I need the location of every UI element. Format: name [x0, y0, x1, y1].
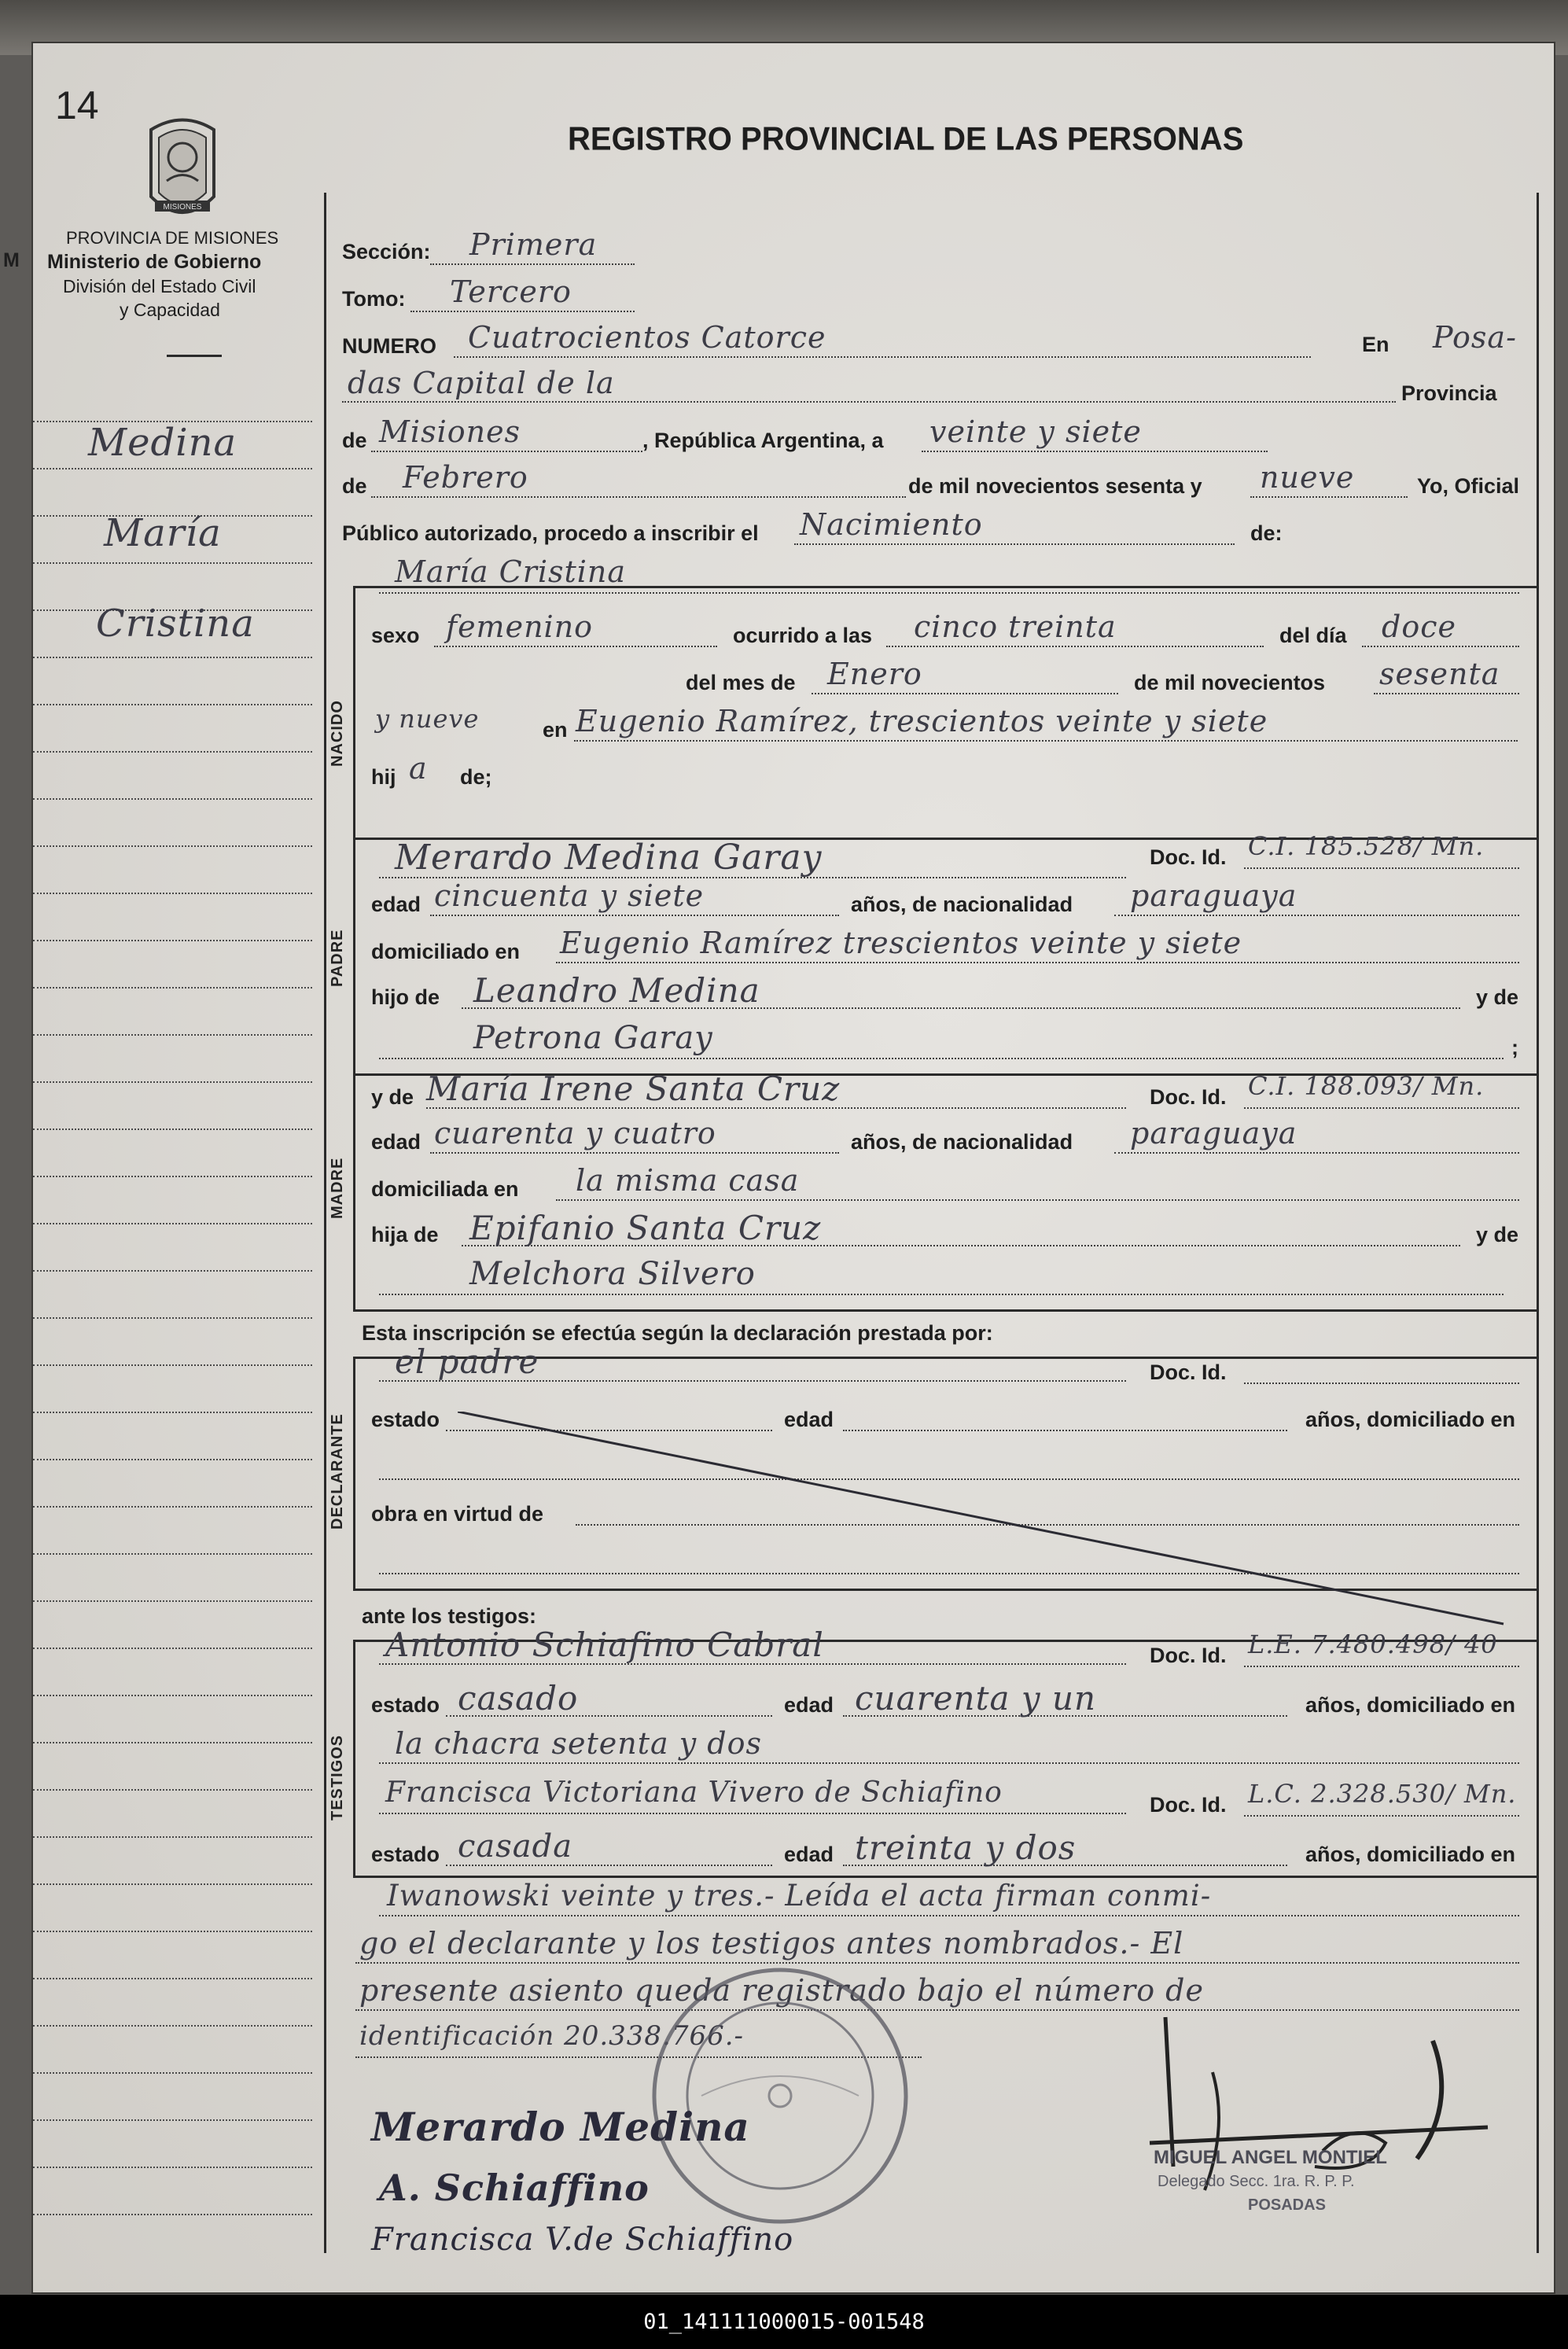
testigos-bottom-line [353, 1876, 1537, 1878]
numero-line [454, 356, 1311, 358]
label-semicolon: ; [1511, 1036, 1518, 1059]
stamp-city: POSADAS [1248, 2196, 1326, 2214]
value-padre-hijo-de: Leandro Medina [473, 971, 760, 1010]
value-madre-hija-de: Epifanio Santa Cruz [469, 1209, 822, 1247]
padre-nac-line [1114, 915, 1519, 916]
main-left-border [324, 193, 326, 2253]
testigo1-doc-line [1244, 1666, 1519, 1667]
testigo2-doc-line [1244, 1815, 1519, 1817]
province-name: PROVINCIA DE MISIONES [66, 228, 279, 248]
mes-line [812, 693, 1118, 694]
value-madre-edad: cuarenta y cuatro [434, 1116, 716, 1151]
label-madre-y-de: y de [371, 1085, 414, 1109]
fecha-mes-line [371, 496, 906, 498]
label-declarante-edad: edad [784, 1408, 834, 1431]
label-ante-testigos: ante los testigos: [362, 1604, 537, 1628]
provincia-line [371, 451, 642, 452]
registry-page [3, 43, 1554, 2292]
value-declarante: el padre [395, 1342, 539, 1381]
signature-testigo1: A. Schiaffino [379, 2167, 650, 2209]
value-testigo1-edad: cuarenta y un [855, 1679, 1097, 1718]
hora-line [886, 646, 1264, 647]
label-de-semicolon: de; [460, 765, 492, 789]
lugar-line [342, 401, 1396, 403]
madre-dom-line [556, 1199, 1519, 1201]
seccion-line [430, 263, 635, 265]
value-provincia: Misiones [379, 414, 521, 449]
value-nombre: María Cristina [395, 554, 627, 589]
label-padre-nac: años, de nacionalidad [851, 893, 1073, 916]
testigos-bracket [353, 1640, 355, 1876]
padre-edad-line [430, 915, 839, 916]
madre-bottom-line [353, 1309, 1537, 1312]
label-padre-hijo: hijo de [371, 985, 440, 1009]
label-seccion: Sección: [342, 240, 431, 263]
provincial-seal-icon [135, 110, 230, 236]
value-fecha-dia: veinte y siete [929, 414, 1142, 449]
stamp-title: Delegado Secc. 1ra. R. P. P. [1158, 2173, 1355, 2190]
sexo-line [434, 646, 717, 647]
padre-y-de-line [379, 1058, 1504, 1059]
signature-declarante: Merardo Medina [371, 2104, 750, 2150]
value-anio-nac-2: y nueve [375, 704, 480, 734]
value-acto: Nacimiento [800, 507, 983, 542]
section-declarante: DECLARANTE [329, 1413, 346, 1530]
label-padre-dom: domiciliado en [371, 940, 521, 963]
label-declarante-anos: años, domiciliado en [1305, 1408, 1516, 1431]
label-del-dia: del día [1279, 624, 1347, 647]
margin-firstname: María [104, 511, 222, 555]
label-de-1: de [342, 429, 367, 452]
value-testigo2-estado: casada [458, 1828, 573, 1865]
value-madre-dom: la misma casa [576, 1163, 800, 1198]
official-round-stamp [646, 1962, 914, 2229]
edge-letter: M [3, 249, 20, 271]
label-testigo1-doc: Doc. Id. [1150, 1644, 1227, 1667]
label-testigo2-anos: años, domiciliado en [1305, 1843, 1516, 1866]
label-publico: Público autorizado, procedo a inscribir el [342, 521, 759, 545]
value-testigo2-doc: L.C. 2.328.530/ Mn. [1248, 1779, 1517, 1809]
label-madre-dom: domiciliada en [371, 1177, 519, 1201]
value-mes: Enero [827, 657, 922, 691]
label-declarante-doc: Doc. Id. [1150, 1360, 1227, 1384]
ministry-name: Ministerio de Gobierno [47, 251, 262, 273]
margin-surname: Medina [88, 421, 237, 465]
label-testigo2-estado: estado [371, 1843, 440, 1866]
value-tomo: Tercero [450, 274, 572, 309]
value-en: Posa- [1433, 320, 1517, 355]
value-testigo1: Antonio Schiafino Cabral [385, 1626, 824, 1664]
label-declarante-estado: estado [371, 1408, 440, 1431]
value-testigo2-edad: treinta y dos [855, 1828, 1077, 1867]
padre-doc-line [1244, 867, 1519, 869]
label-padre-y-de: y de [1476, 985, 1519, 1009]
value-sexo: femenino [446, 609, 594, 644]
acto-line [794, 543, 1235, 545]
value-padre-dom: Eugenio Ramírez trescientos veinte y siete [560, 926, 1242, 960]
main-right-border [1537, 193, 1539, 2253]
page-number: 14 [55, 83, 99, 127]
label-provincia: Provincia [1401, 381, 1497, 405]
label-numero: NUMERO [342, 334, 436, 358]
value-lugar-nac: Eugenio Ramírez, trescientos veinte y siete [576, 704, 1268, 738]
value-madre-y-de: Melchora Silvero [469, 1256, 756, 1292]
label-testigo1-anos: años, domiciliado en [1305, 1693, 1516, 1717]
label-de-2: de [342, 474, 367, 498]
padre-bracket [353, 838, 355, 1073]
value-padre-nac: paraguaya [1130, 878, 1297, 913]
label-padre-doc: Doc. Id. [1150, 845, 1227, 869]
value-madre-nac: paraguaya [1130, 1116, 1297, 1151]
value-padre-edad: cincuenta y siete [434, 878, 705, 913]
value-hora: cinco treinta [914, 609, 1117, 644]
declarante-doc-line [1244, 1383, 1519, 1384]
capacity-name: y Capacidad [120, 300, 220, 320]
label-sexo: sexo [371, 624, 420, 647]
cierre-line-1 [355, 1962, 1519, 1964]
fecha-dia-line [922, 451, 1268, 452]
division-name: División del Estado Civil [63, 276, 256, 296]
value-cierre-3: identificación 20.338.766.- [359, 2020, 745, 2052]
value-testigo1-doc: L.E. 7.480.498/ 40 [1248, 1629, 1498, 1659]
label-declaracion: Esta inscripción se efectúa según la declaración prestada por: [362, 1321, 993, 1345]
anio-line [1250, 496, 1408, 498]
label-del-mes: del mes de [686, 671, 796, 694]
anio-nac-line-1 [1374, 693, 1519, 694]
madre-bracket [353, 1073, 355, 1309]
tomo-line [410, 311, 635, 312]
testigo1-dom-line [379, 1762, 1519, 1764]
label-de-mil: de mil novecientos sesenta y [908, 474, 1202, 498]
madre-edad-line [430, 1152, 839, 1154]
testigo2-dom-line [379, 1915, 1519, 1916]
section-padre: PADRE [329, 929, 346, 987]
label-madre-doc: Doc. Id. [1150, 1085, 1227, 1109]
section-madre: MADRE [329, 1157, 346, 1219]
section-nacido: NACIDO [329, 700, 346, 767]
label-madre-hija: hija de [371, 1223, 439, 1246]
value-fecha-mes: Febrero [403, 460, 528, 495]
dia-line [1362, 646, 1519, 647]
value-padre-y-de: Petrona Garay [473, 1020, 713, 1056]
declarante-bracket [353, 1357, 355, 1589]
madre-nac-line [1114, 1152, 1519, 1154]
margin-lines [33, 389, 316, 2308]
label-yo-oficial: Yo, Oficial [1417, 474, 1520, 498]
margin-middlename: Cristina [96, 602, 255, 646]
value-testigo1-dom: la chacra setenta y dos [395, 1726, 762, 1761]
padre-dom-line [556, 962, 1519, 963]
label-de-colon: de: [1250, 521, 1283, 545]
label-madre-nac: años, de nacionalidad [851, 1130, 1073, 1154]
stamp-name: MIGUEL ANGEL MONTIEL [1154, 2147, 1387, 2168]
image-caption: 01_141111000015-001548 [0, 2295, 1568, 2349]
label-hij: hij [371, 765, 396, 789]
value-cierre-2: presente asiento queda registrado bajo el número de [359, 1973, 1204, 2008]
testigo2-line [379, 1813, 1126, 1814]
label-republica: , República Argentina, a [642, 429, 884, 452]
value-madre: María Irene Santa Cruz [426, 1070, 841, 1108]
testigo2-estado-line [446, 1865, 772, 1866]
value-dia: doce [1382, 609, 1456, 644]
page-title: REGISTRO PROVINCIAL DE LAS PERSONAS [568, 120, 1244, 158]
label-testigo1-edad: edad [784, 1693, 834, 1717]
value-padre: Merardo Medina Garay [395, 838, 823, 878]
madre-y-de-line [379, 1294, 1504, 1295]
label-de-mil2: de mil novecientos [1134, 671, 1326, 694]
cancel-strike-line [458, 1412, 1511, 1632]
section-testigos: TESTIGOS [329, 1734, 346, 1821]
label-padre-edad: edad [371, 893, 421, 916]
label-en: En [1362, 333, 1389, 356]
label-madre-edad: edad [371, 1130, 421, 1154]
value-anio: nueve [1260, 460, 1355, 495]
value-testigo2-dom: Iwanowski veinte y tres.- Leída el acta firman conmi- [387, 1879, 1212, 1913]
label-testigo2-doc: Doc. Id. [1150, 1793, 1227, 1817]
label-tomo: Tomo: [342, 287, 406, 311]
label-en-lower: en [543, 718, 568, 742]
value-lugar: das Capital de la [348, 366, 615, 400]
header-divider [167, 355, 222, 357]
label-testigo1-estado: estado [371, 1693, 440, 1717]
value-cierre-1: go el declarante y los testigos antes nombrados.- El [359, 1926, 1184, 1961]
label-testigo2-edad: edad [784, 1843, 834, 1866]
value-hij-suffix: a [409, 751, 428, 786]
nacido-bracket [353, 586, 355, 838]
value-numero: Cuatrocientos Catorce [468, 320, 826, 355]
madre-doc-line [1244, 1107, 1519, 1109]
label-ocurrido: ocurrido a las [733, 624, 873, 647]
label-madre-y-de2: y de [1476, 1223, 1519, 1246]
label-obra: obra en virtud de [371, 1502, 544, 1526]
value-testigo2: Francisca Victoriana Vivero de Schiafino [385, 1776, 1003, 1809]
nombre-line [379, 592, 1519, 594]
value-testigo1-estado: casado [458, 1679, 579, 1718]
signature-testigo2: Francisca V.de Schiaffino [371, 2222, 794, 2258]
value-padre-doc: C.I. 185.528/ Mn. [1248, 831, 1485, 861]
lugar-nac-line [574, 740, 1518, 742]
svg-text:MISIONES: MISIONES [163, 203, 202, 212]
value-madre-doc: C.I. 188.093/ Mn. [1248, 1071, 1485, 1101]
value-anio-nac-1: sesenta [1379, 657, 1500, 691]
value-seccion: Primera [469, 227, 598, 262]
